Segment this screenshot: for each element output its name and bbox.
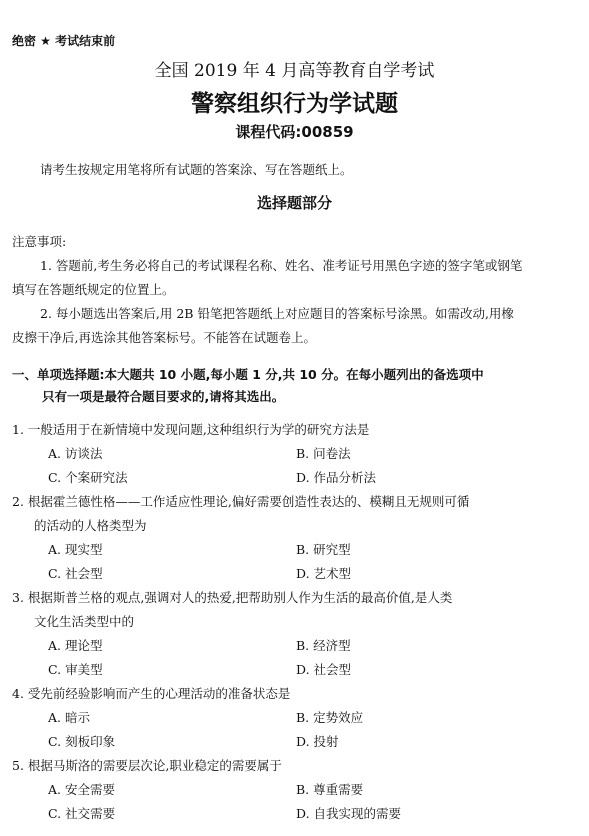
question-3-option-c: C. 审美型 <box>48 662 103 677</box>
question-5-option-d: D. 自我实现的需要 <box>296 806 402 821</box>
question-4-option-d: D. 投射 <box>296 734 339 749</box>
question-4: 4. 受先前经验影响而产生的心理活动的准备状态是 <box>12 686 291 701</box>
question-1-option-d: D. 作品分析法 <box>296 470 377 485</box>
question-3: 3. 根据斯普兰格的观点,强调对人的热爱,把帮助别人作为生活的最高价值,是人类 <box>12 590 453 605</box>
question-2-option-d: D. 艺术型 <box>296 566 352 581</box>
question-1-option-b: B. 问卷法 <box>296 446 351 461</box>
notes-heading: 注意事项: <box>12 234 67 249</box>
question-3-option-b: B. 经济型 <box>296 638 351 653</box>
note-2-line-1: 2. 每小题选出答案后,用 2B 铅笔把答题纸上对应题目的答案标号涂黑。如需改动,用橡 <box>40 306 514 321</box>
question-4-option-a: A. 暗示 <box>48 710 90 725</box>
confidential-label: 绝密 ★ 考试结束前 <box>12 34 116 48</box>
note-2-line-2: 皮擦干净后,再选涂其他答案标号。不能答在试题卷上。 <box>12 330 316 345</box>
question-2-option-a: A. 现实型 <box>48 542 103 557</box>
question-2-line-2: 的活动的人格类型为 <box>34 518 147 533</box>
part-heading-line-2: 只有一项是最符合题目要求的,请将其选出。 <box>42 389 285 404</box>
answer-instruction: 请考生按规定用笔将所有试题的答案涂、写在答题纸上。 <box>40 162 353 177</box>
question-5: 5. 根据马斯洛的需要层次论,职业稳定的需要属于 <box>12 758 282 773</box>
question-5-option-b: B. 尊重需要 <box>296 782 364 797</box>
question-1-option-c: C. 个案研究法 <box>48 470 128 485</box>
section-title: 选择题部分 <box>256 194 332 212</box>
question-1-option-a: A. 访谈法 <box>48 446 103 461</box>
question-3-option-d: D. 社会型 <box>296 662 352 677</box>
question-2-option-c: C. 社会型 <box>48 566 103 581</box>
question-1: 1. 一般适用于在新情境中发现问题,这种组织行为学的研究方法是 <box>12 422 370 437</box>
question-4-option-c: C. 刻板印象 <box>48 734 116 749</box>
paper-title: 警察组织行为学试题 <box>191 91 398 117</box>
question-5-option-a: A. 安全需要 <box>48 782 115 797</box>
exam-title: 全国 2019 年 4 月高等教育自学考试 <box>154 61 435 81</box>
question-2-option-b: B. 研究型 <box>296 542 351 557</box>
question-3-option-a: A. 理论型 <box>48 638 103 653</box>
question-3-line-2: 文化生活类型中的 <box>34 614 135 629</box>
question-4-option-b: B. 定势效应 <box>296 710 364 725</box>
question-2: 2. 根据霍兰德性格——工作适应性理论,偏好需要创造性表达的、模糊且无规则可循 <box>12 494 470 509</box>
question-5-option-c: C. 社交需要 <box>48 806 116 821</box>
note-1-line-2: 填写在答题纸规定的位置上。 <box>12 282 175 297</box>
note-1-line-1: 1. 答题前,考生务必将自己的考试课程名称、姓名、准考证号用黑色字迹的签字笔或钢笔 <box>40 258 523 273</box>
part-heading-line-1: 一、单项选择题:本大题共 10 小题,每小题 1 分,共 10 分。在每小题列出的备选项中 <box>12 367 484 382</box>
course-code: 课程代码:00859 <box>235 123 354 141</box>
